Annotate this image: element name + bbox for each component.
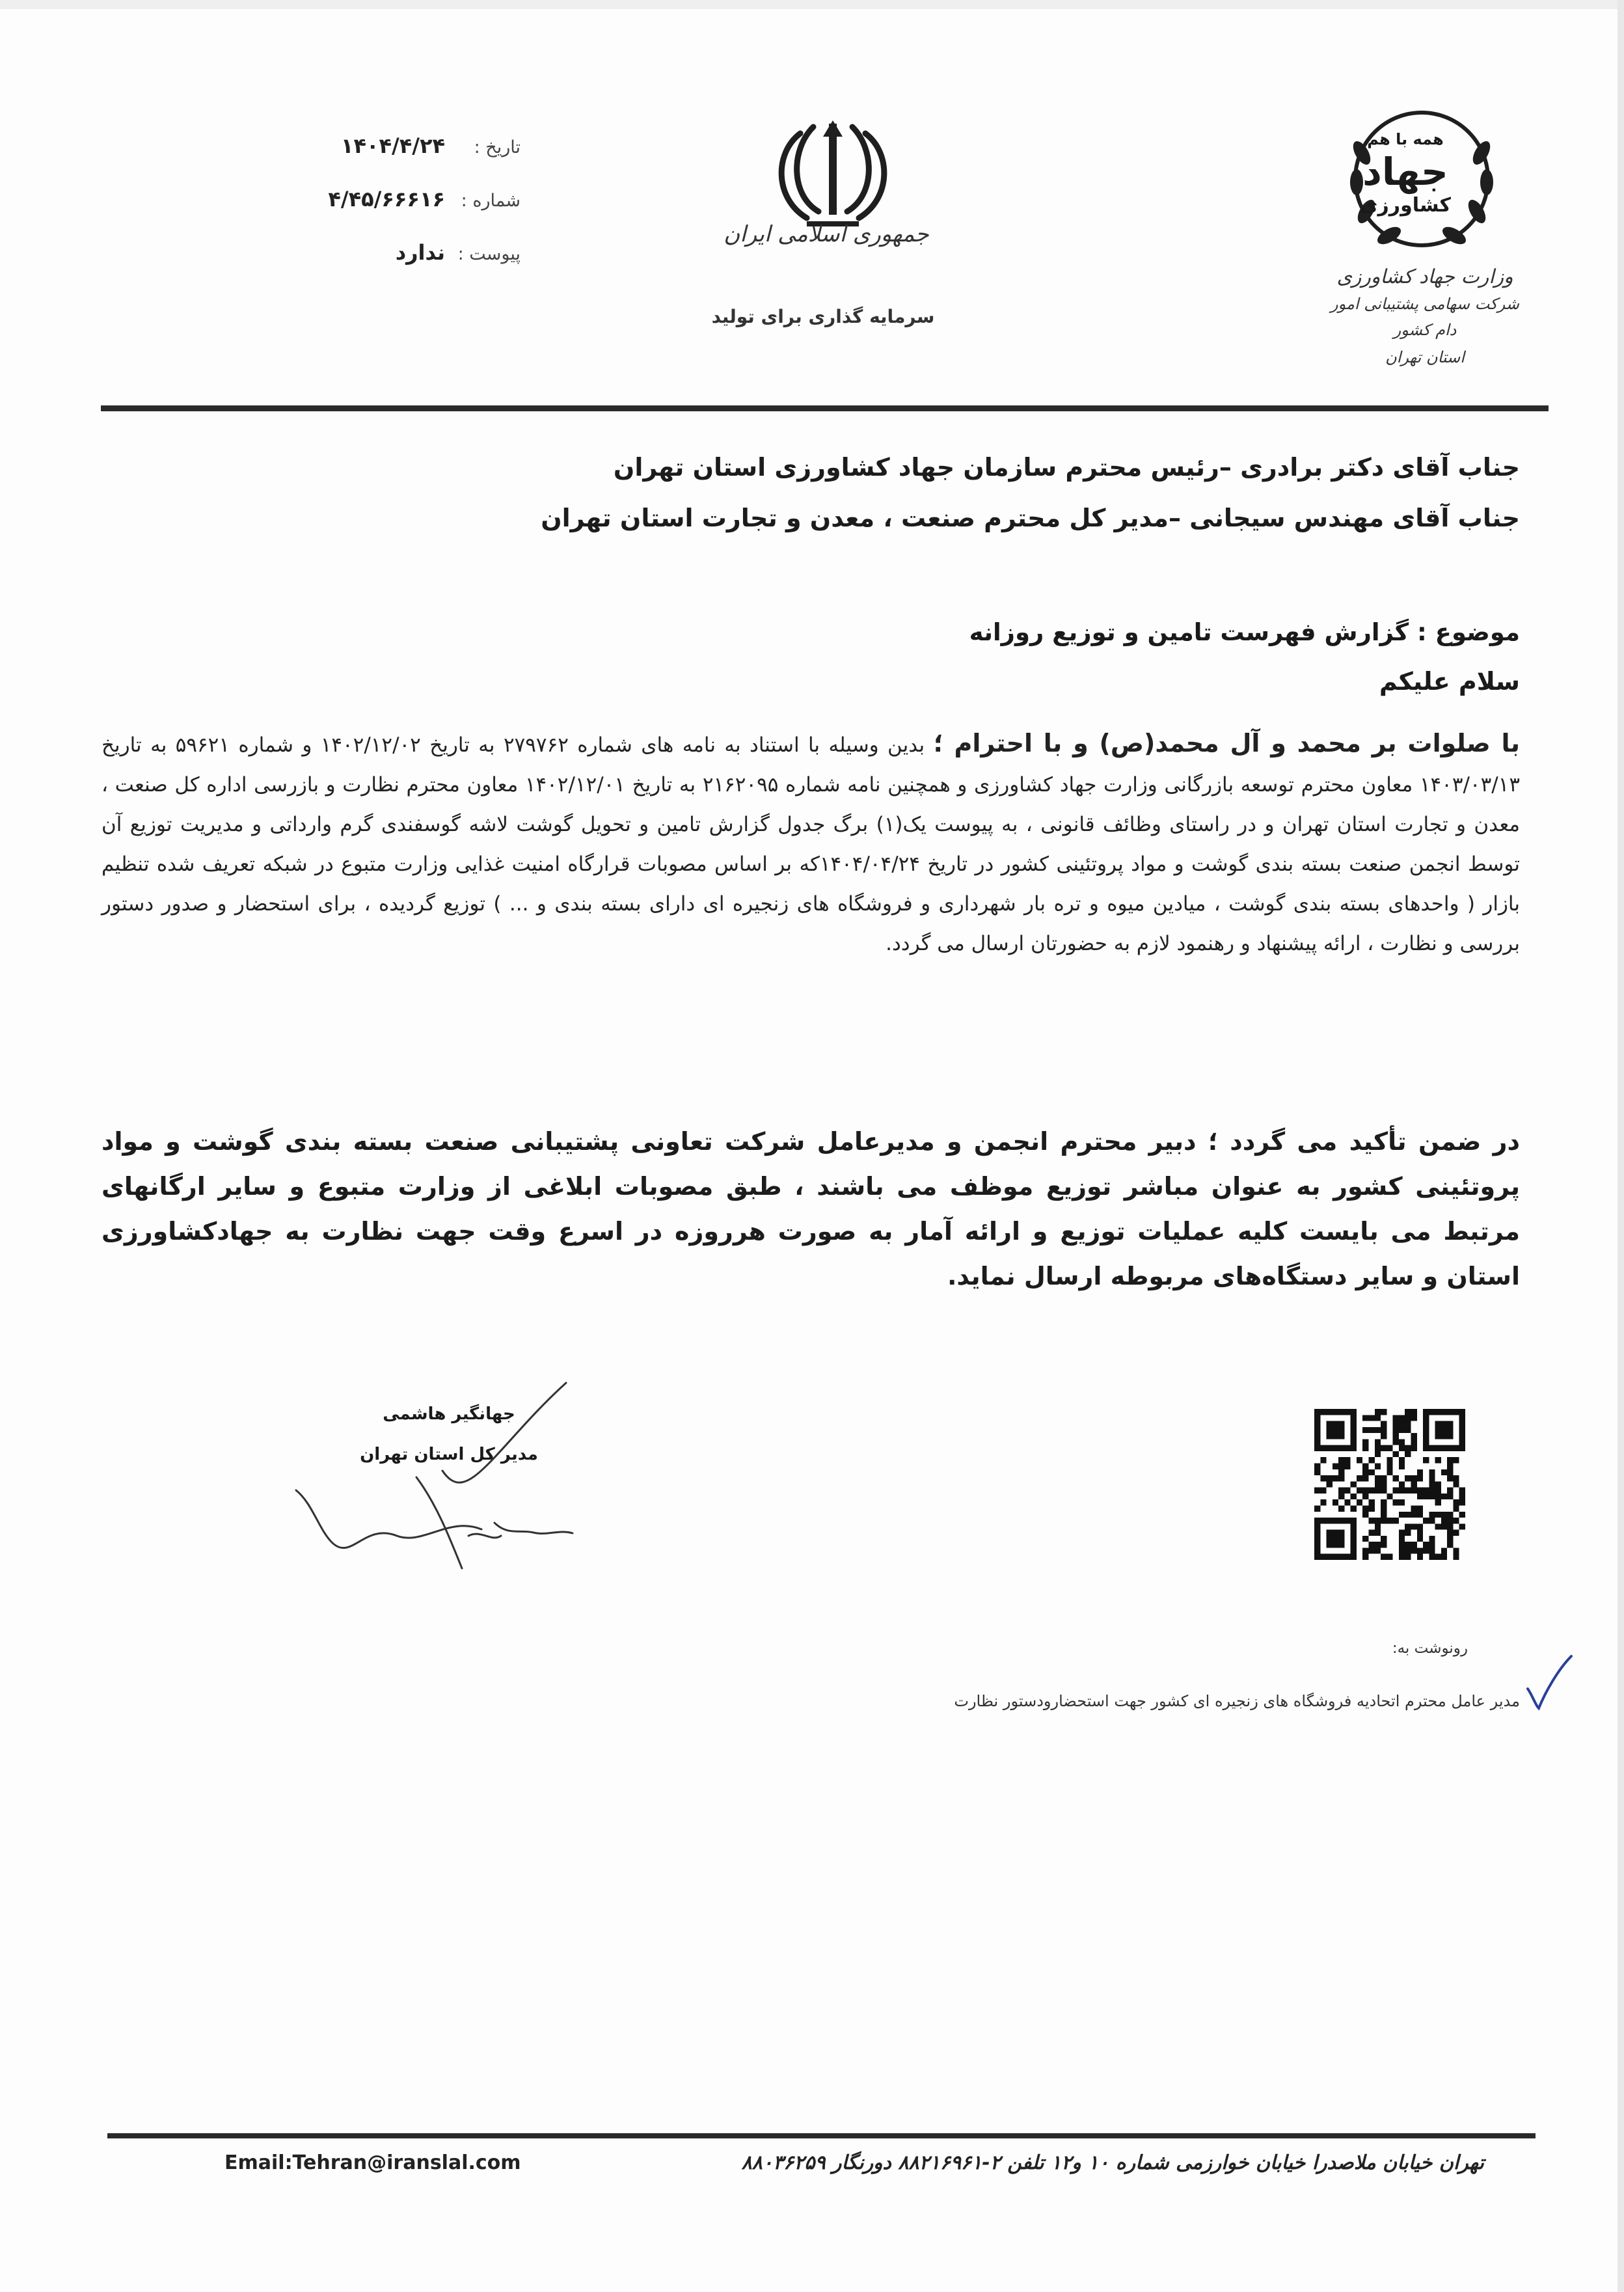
scan-edge-top bbox=[0, 0, 1624, 9]
addressee-1: جناب آقای دکتر برادری –رئیس محترم سازمان جهاد کشاورزی استان تهران bbox=[613, 453, 1520, 482]
attachment-value: ندارد bbox=[395, 240, 445, 265]
cc-recipient-1: مدیر عامل محترم اتحادیه فروشگاه های زنجیره ای کشور جهت استحضارودستور نظارت bbox=[954, 1692, 1520, 1710]
body-paragraph-1 bbox=[102, 724, 1520, 964]
scan-edge-right bbox=[1617, 0, 1624, 2292]
subject-line: موضوع : گزارش فهرست تامین و توزیع روزانه bbox=[969, 618, 1520, 646]
org-line-province: استان تهران bbox=[1385, 348, 1465, 366]
org-lines bbox=[1327, 264, 1522, 372]
number-row bbox=[273, 187, 521, 240]
addressee-2: جناب آقای مهندس سیجانی –مدیر کل محترم صنعت ، معدن و تجارت استان تهران bbox=[541, 504, 1520, 532]
qr-code-icon bbox=[1314, 1409, 1465, 1560]
national-emblem-icon bbox=[761, 114, 904, 238]
number-value: ۴/۴۵/۶۶۶۱۶ bbox=[328, 187, 445, 211]
cc-label: رونوشت به: bbox=[1392, 1640, 1468, 1657]
attachment-label: پیوست : bbox=[457, 244, 521, 264]
body-lead: با صلوات بر محمد و آل محمد(ص) و با احترام ؛ bbox=[933, 729, 1520, 757]
greeting: سلام علیکم bbox=[1379, 667, 1520, 696]
slogan: سرمایه گذاری برای تولید bbox=[711, 306, 935, 327]
logo-sub-text: کشاورزی bbox=[1360, 194, 1451, 217]
emblem-caption: جمهوری اسلامی ایران bbox=[724, 221, 929, 247]
date-label: تاریخ : bbox=[474, 137, 521, 157]
header-divider bbox=[101, 405, 1549, 411]
date-value: ۱۴۰۴/۴/۲۴ bbox=[340, 133, 445, 158]
signer-name: جهانگیر هاشمی bbox=[383, 1404, 515, 1424]
logo-top-text: همه با هم bbox=[1367, 130, 1444, 148]
logo-main-text: جهاد bbox=[1362, 150, 1448, 194]
checkmark-icon bbox=[1522, 1653, 1575, 1712]
org-line-company: شرکت سهامی پشتیبانی امور دام کشور bbox=[1331, 295, 1519, 339]
body-paragraph-1-text: بدین وسیله با استناد به نامه های شماره ۲۷۹۷۶۲ به تاریخ ۱۴۰۲/۱۲/۰۲ و شماره ۵۹۶۲۱ به تاریخ ۱۴۰۳/۰۳/۱۳ معاون محترم توسعه بازرگانی وزارت جهاد کشاورزی و همچنین نامه شماره ۲۱۶۲۰۹۵ به تاریخ ۱۴۰۲/۱۲/۰۱ معاون محترم نظارت و بازرسی اداره کل صنعت ، معدن و تجارت استان تهران و در راستای وظائف قانونی ، به پیوست یک(۱) برگ جدول گزارش تامین و تحویل گوشت لاشه گوسفندی گرم وارداتی و مدیریت توزیع آن توسط انجمن صنعت بسته بندی گوشت و مواد پروتئینی کشور در تاریخ ۱۴۰۴/۰۴/۲۴که بر اساس مصوبات قرارگاه امنیت غذایی وزارت متبوع در شبکه تعریف شده تنظیم بازار ( واحدهای بسته بندی گوشت ، میادین میوه و تره بار شهرداری و فروشگاه های زنجیره ای دارای بسته بندی و ... ) توزیع گردیده ، برای استحضار و صدور دستور بررسی و نظارت ، ارائه پیشنهاد و رهنمود لازم به حضورتان ارسال می گردد. bbox=[102, 733, 1521, 955]
signer-title: مدیر کل استان تهران bbox=[360, 1445, 538, 1464]
org-line-ministry: وزارت جهاد کشاورزی bbox=[1336, 266, 1513, 288]
footer-email: Email:Tehran@iranslal.com bbox=[224, 2151, 521, 2174]
footer-divider bbox=[107, 2133, 1536, 2138]
attachment-row bbox=[273, 240, 521, 293]
number-label: شماره : bbox=[461, 191, 521, 211]
letter-meta bbox=[273, 133, 521, 293]
body-paragraph-2: در ضمن تأکید می گردد ؛ دبیر محترم انجمن و مدیرعامل شرکت تعاونی پشتیبانی صنعت بسته بندی گوشت و مواد پروتئینی کشور به عنوان مباشر توزیع موظف می باشند ، طبق مصوبات ابلاغی از وزارت متبوع و سایر ارگانهای مرتبط می بایست کلیه عملیات توزیع و ارائه آمار به صورت هرروزه در اسرع وقت جهت نظارت به جهادکشاورزی استان و سایر دستگاه‌های مربوطه ارسال نماید. bbox=[102, 1127, 1520, 1290]
footer-address: تهران خیابان ملاصدرا خیابان خوارزمی شماره ۱۰ و۱۲ تلفن ۲-۸۸۲۱۶۹۶۱ دورنگار ۸۸۰۳۶۲۵۹ bbox=[741, 2151, 1484, 2174]
date-row bbox=[273, 133, 521, 187]
